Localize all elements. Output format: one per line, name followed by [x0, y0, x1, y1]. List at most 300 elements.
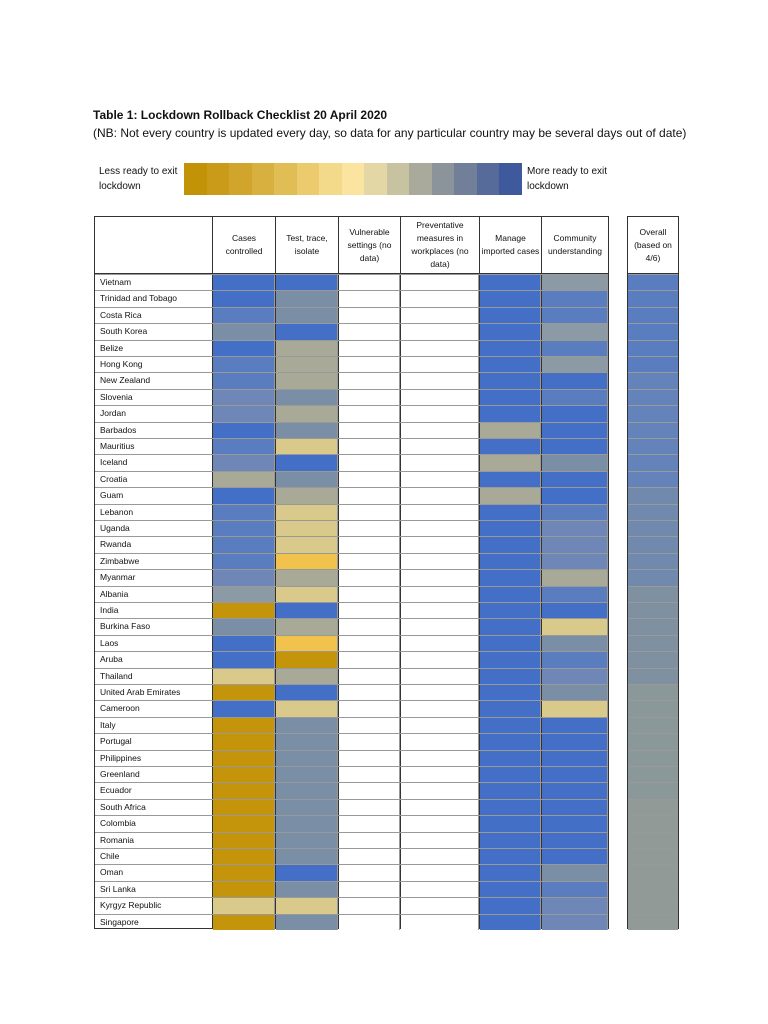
score-cell	[276, 341, 338, 356]
score-cell	[339, 882, 400, 897]
overall-column	[627, 216, 679, 929]
score-cell	[276, 324, 338, 339]
score-cell	[542, 472, 608, 487]
table-row	[95, 438, 608, 454]
score-cell	[480, 783, 541, 798]
score-cell	[213, 652, 275, 667]
score-cell	[480, 619, 541, 634]
score-cell	[339, 373, 400, 388]
score-cell	[339, 554, 400, 569]
country-name: Mauritius	[100, 441, 135, 451]
table-row	[95, 520, 608, 536]
score-cell	[276, 423, 338, 438]
score-cell	[339, 472, 400, 487]
score-cell	[276, 373, 338, 388]
table-row	[95, 750, 608, 766]
score-cell	[480, 275, 541, 290]
table-row	[95, 684, 608, 700]
score-cell	[276, 636, 338, 651]
score-cell	[542, 865, 608, 880]
score-cell	[213, 291, 275, 306]
table-row	[95, 553, 608, 569]
score-cell	[213, 406, 275, 421]
overall-cell	[628, 700, 678, 716]
score-cell	[213, 455, 275, 470]
country-name: South Korea	[100, 326, 148, 337]
overall-cell	[628, 602, 678, 618]
header-test-trace-isolate: Test, trace, isolate	[286, 233, 328, 256]
score-cell	[401, 882, 479, 897]
score-cell	[339, 898, 400, 913]
table-row	[95, 602, 608, 618]
score-cell	[339, 636, 400, 651]
score-cell	[480, 849, 541, 864]
country-name: Ecuador	[100, 785, 132, 796]
overall-cell	[628, 618, 678, 634]
score-cell	[276, 603, 338, 618]
score-cell	[213, 800, 275, 815]
country-name: United Arab Emirates	[100, 687, 181, 697]
score-cell	[542, 636, 608, 651]
score-cell	[213, 275, 275, 290]
score-cell	[480, 406, 541, 421]
table-row	[95, 569, 608, 585]
score-cell	[480, 587, 541, 602]
table-row	[95, 815, 608, 831]
score-cell	[213, 439, 275, 454]
score-cell	[542, 718, 608, 733]
score-cell	[213, 636, 275, 651]
score-cell	[480, 833, 541, 848]
table-row	[95, 717, 608, 733]
score-cell	[276, 472, 338, 487]
country-name: Romania	[100, 834, 135, 845]
country-name: South Africa	[100, 801, 146, 812]
score-cell	[213, 505, 275, 520]
score-cell	[276, 734, 338, 749]
score-cell	[401, 455, 479, 470]
score-cell	[339, 390, 400, 405]
score-cell	[480, 800, 541, 815]
score-cell	[401, 308, 479, 323]
overall-cell	[628, 504, 678, 520]
score-cell	[213, 816, 275, 831]
table-row	[95, 586, 608, 602]
score-cell	[276, 767, 338, 782]
overall-cell	[628, 454, 678, 470]
scale-swatch	[499, 163, 522, 195]
country-name: Laos	[100, 637, 119, 648]
scale-swatch	[387, 163, 410, 195]
score-cell	[542, 570, 608, 585]
score-cell	[401, 390, 479, 405]
score-cell	[542, 373, 608, 388]
header-manage-imported: Manage imported cases	[481, 233, 540, 256]
score-cell	[542, 324, 608, 339]
score-cell	[480, 718, 541, 733]
score-cell	[213, 603, 275, 618]
country-name: Vietnam	[100, 277, 132, 287]
score-cell	[480, 324, 541, 339]
overall-cell	[628, 914, 678, 930]
table-title: Table 1: Lockdown Rollback Checklist 20 April 2020	[93, 108, 388, 122]
score-cell	[401, 587, 479, 602]
table-row	[95, 274, 608, 290]
score-cell	[276, 488, 338, 503]
score-cell	[213, 570, 275, 585]
score-cell	[480, 472, 541, 487]
score-cell	[276, 521, 338, 536]
country-name: Guam	[100, 490, 124, 501]
score-cell	[480, 341, 541, 356]
score-cell	[542, 521, 608, 536]
score-cell	[401, 685, 479, 700]
overall-cell	[628, 323, 678, 339]
score-cell	[542, 685, 608, 700]
score-cell	[401, 619, 479, 634]
score-cell	[480, 505, 541, 520]
score-cell	[542, 406, 608, 421]
score-cell	[339, 669, 400, 684]
score-cell	[213, 833, 275, 848]
country-name: Hong Kong	[100, 359, 143, 369]
score-cell	[401, 669, 479, 684]
score-cell	[542, 898, 608, 913]
overall-cell	[628, 799, 678, 815]
score-cell	[276, 308, 338, 323]
score-cell	[542, 751, 608, 766]
score-cell	[276, 537, 338, 552]
overall-cell	[628, 864, 678, 880]
score-cell	[480, 669, 541, 684]
table-row	[95, 782, 608, 798]
score-cell	[213, 751, 275, 766]
overall-cell	[628, 405, 678, 421]
country-name: Belize	[100, 342, 124, 353]
score-cell	[480, 373, 541, 388]
country-name: India	[100, 605, 119, 615]
scale-swatch	[207, 163, 230, 195]
score-cell	[401, 833, 479, 848]
table-row	[95, 700, 608, 716]
table-row	[95, 389, 608, 405]
score-cell	[401, 373, 479, 388]
country-name: Lebanon	[100, 506, 134, 517]
overall-cell	[628, 881, 678, 897]
country-name: Thailand	[100, 670, 133, 681]
scale-swatch	[477, 163, 500, 195]
score-cell	[480, 882, 541, 897]
country-name: Oman	[100, 867, 124, 878]
score-cell	[401, 521, 479, 536]
score-cell	[480, 455, 541, 470]
country-name: Myanmar	[100, 572, 136, 583]
overall-cell	[628, 668, 678, 684]
table-row	[95, 766, 608, 782]
score-cell	[542, 800, 608, 815]
score-cell	[480, 521, 541, 536]
table-row	[95, 471, 608, 487]
overall-cell	[628, 815, 678, 831]
score-cell	[542, 390, 608, 405]
table-row	[95, 356, 608, 372]
overall-cell	[628, 274, 678, 290]
score-cell	[480, 734, 541, 749]
score-cell	[339, 439, 400, 454]
scale-swatch	[274, 163, 297, 195]
score-cell	[480, 865, 541, 880]
table-note: (NB: Not every country is updated every day, so data for any particular country may be several days out of date)	[93, 126, 687, 140]
score-cell	[213, 865, 275, 880]
country-name: Barbados	[100, 424, 137, 435]
scale-swatch	[319, 163, 342, 195]
score-cell	[213, 357, 275, 372]
score-cell	[401, 275, 479, 290]
score-cell	[542, 816, 608, 831]
overall-cell	[628, 635, 678, 651]
overall-cell	[628, 356, 678, 372]
country-name: Slovenia	[100, 391, 133, 402]
score-cell	[339, 718, 400, 733]
score-cell	[276, 800, 338, 815]
score-cell	[401, 652, 479, 667]
score-cell	[213, 685, 275, 700]
country-name: New Zealand	[100, 375, 151, 386]
overall-cell	[628, 766, 678, 782]
table-row	[95, 651, 608, 667]
score-cell	[542, 783, 608, 798]
score-cell	[276, 833, 338, 848]
overall-cell	[628, 569, 678, 585]
overall-cell	[628, 536, 678, 552]
score-cell	[542, 587, 608, 602]
score-cell	[339, 423, 400, 438]
score-cell	[213, 701, 275, 716]
score-cell	[339, 751, 400, 766]
score-cell	[542, 505, 608, 520]
country-name: Singapore	[100, 916, 139, 927]
overall-cell	[628, 684, 678, 700]
overall-cell	[628, 422, 678, 438]
score-cell	[213, 324, 275, 339]
score-cell	[339, 505, 400, 520]
header-community-understanding: Community understanding	[548, 233, 602, 256]
score-cell	[542, 669, 608, 684]
country-name: Iceland	[100, 457, 128, 468]
checklist-table	[94, 216, 609, 929]
score-cell	[213, 390, 275, 405]
table-row	[95, 340, 608, 356]
score-cell	[276, 357, 338, 372]
country-name: Trinidad and Tobago	[100, 293, 178, 304]
score-cell	[276, 865, 338, 880]
score-cell	[542, 308, 608, 323]
score-cell	[339, 308, 400, 323]
score-cell	[213, 488, 275, 503]
score-cell	[542, 652, 608, 667]
score-cell	[276, 291, 338, 306]
country-name: Greenland	[100, 769, 140, 779]
score-cell	[480, 390, 541, 405]
score-cell	[401, 898, 479, 913]
score-cell	[401, 505, 479, 520]
legend-more-label: More ready to exit lockdown	[527, 166, 608, 192]
score-cell	[480, 439, 541, 454]
table-row	[95, 914, 608, 930]
score-cell	[339, 849, 400, 864]
country-name: Jordan	[100, 408, 126, 419]
score-cell	[276, 390, 338, 405]
score-cell	[276, 439, 338, 454]
score-cell	[542, 833, 608, 848]
scale-swatch	[454, 163, 477, 195]
country-name: Aruba	[100, 654, 123, 665]
score-cell	[401, 570, 479, 585]
score-cell	[339, 406, 400, 421]
score-cell	[401, 439, 479, 454]
overall-cell	[628, 651, 678, 667]
score-cell	[401, 357, 479, 372]
overall-cell	[628, 750, 678, 766]
score-cell	[213, 669, 275, 684]
score-cell	[542, 423, 608, 438]
overall-cell	[628, 520, 678, 536]
score-cell	[480, 357, 541, 372]
score-cell	[339, 865, 400, 880]
score-cell	[480, 603, 541, 618]
country-name: Costa Rica	[100, 309, 142, 320]
score-cell	[401, 865, 479, 880]
header-preventative-measures: Preventative measures in workplaces (no data)	[411, 220, 469, 269]
country-name: Kyrgyz Republic	[100, 900, 162, 911]
score-cell	[401, 701, 479, 716]
table-row	[95, 307, 608, 323]
country-name: Cameroon	[100, 703, 140, 714]
table-row	[95, 832, 608, 848]
score-cell	[213, 341, 275, 356]
score-cell	[542, 275, 608, 290]
score-cell	[480, 570, 541, 585]
score-cell	[542, 341, 608, 356]
score-cell	[213, 783, 275, 798]
table-row	[95, 618, 608, 634]
score-cell	[339, 767, 400, 782]
score-cell	[401, 472, 479, 487]
country-name: Italy	[100, 719, 116, 730]
score-cell	[339, 341, 400, 356]
score-cell	[276, 718, 338, 733]
overall-cell	[628, 832, 678, 848]
score-cell	[276, 685, 338, 700]
score-cell	[401, 291, 479, 306]
table-row	[95, 733, 608, 749]
score-cell	[542, 291, 608, 306]
header-overall: Overall (based on 4/6)	[634, 226, 672, 263]
score-cell	[401, 751, 479, 766]
country-name: Philippines	[100, 752, 142, 763]
score-cell	[401, 915, 479, 930]
score-cell	[213, 849, 275, 864]
readiness-color-scale	[184, 163, 522, 195]
overall-cell	[628, 372, 678, 388]
score-cell	[339, 734, 400, 749]
table-row	[95, 668, 608, 684]
table-row	[95, 799, 608, 815]
score-cell	[480, 537, 541, 552]
country-name: Albania	[100, 588, 129, 599]
score-cell	[213, 521, 275, 536]
score-cell	[339, 915, 400, 930]
score-cell	[339, 537, 400, 552]
overall-cell	[628, 487, 678, 503]
score-cell	[339, 816, 400, 831]
table-row	[95, 864, 608, 880]
score-cell	[276, 652, 338, 667]
table-row	[95, 290, 608, 306]
table-row	[95, 881, 608, 897]
score-cell	[401, 537, 479, 552]
scale-swatch	[432, 163, 455, 195]
overall-cell	[628, 389, 678, 405]
score-cell	[401, 849, 479, 864]
header-vulnerable-settings: Vulnerable settings (no data)	[347, 226, 392, 263]
score-cell	[339, 275, 400, 290]
score-cell	[276, 701, 338, 716]
score-cell	[339, 587, 400, 602]
score-cell	[480, 685, 541, 700]
table-row	[95, 536, 608, 552]
score-cell	[339, 619, 400, 634]
score-cell	[401, 423, 479, 438]
score-cell	[213, 373, 275, 388]
score-cell	[480, 488, 541, 503]
score-cell	[276, 455, 338, 470]
score-cell	[213, 915, 275, 930]
score-cell	[542, 849, 608, 864]
score-cell	[213, 898, 275, 913]
country-name: Uganda	[100, 523, 130, 533]
legend-less-label: Less ready to exit lockdown	[99, 166, 178, 192]
country-name: Burkina Faso	[100, 621, 151, 632]
score-cell	[542, 882, 608, 897]
table-row	[95, 323, 608, 339]
score-cell	[480, 423, 541, 438]
score-cell	[401, 554, 479, 569]
score-cell	[339, 357, 400, 372]
overall-cell	[628, 307, 678, 323]
score-cell	[480, 652, 541, 667]
score-cell	[276, 619, 338, 634]
score-cell	[401, 800, 479, 815]
country-name: Croatia	[100, 473, 128, 484]
score-cell	[213, 554, 275, 569]
overall-cell	[628, 471, 678, 487]
score-cell	[542, 554, 608, 569]
score-cell	[480, 308, 541, 323]
score-cell	[480, 767, 541, 782]
overall-cell	[628, 553, 678, 569]
table-row	[95, 422, 608, 438]
scale-swatch	[342, 163, 365, 195]
score-cell	[213, 537, 275, 552]
overall-cell	[628, 782, 678, 798]
country-name: Sri Lanka	[100, 883, 136, 894]
score-cell	[339, 291, 400, 306]
scale-swatch	[297, 163, 320, 195]
score-cell	[276, 406, 338, 421]
score-cell	[213, 423, 275, 438]
overall-cell	[628, 290, 678, 306]
